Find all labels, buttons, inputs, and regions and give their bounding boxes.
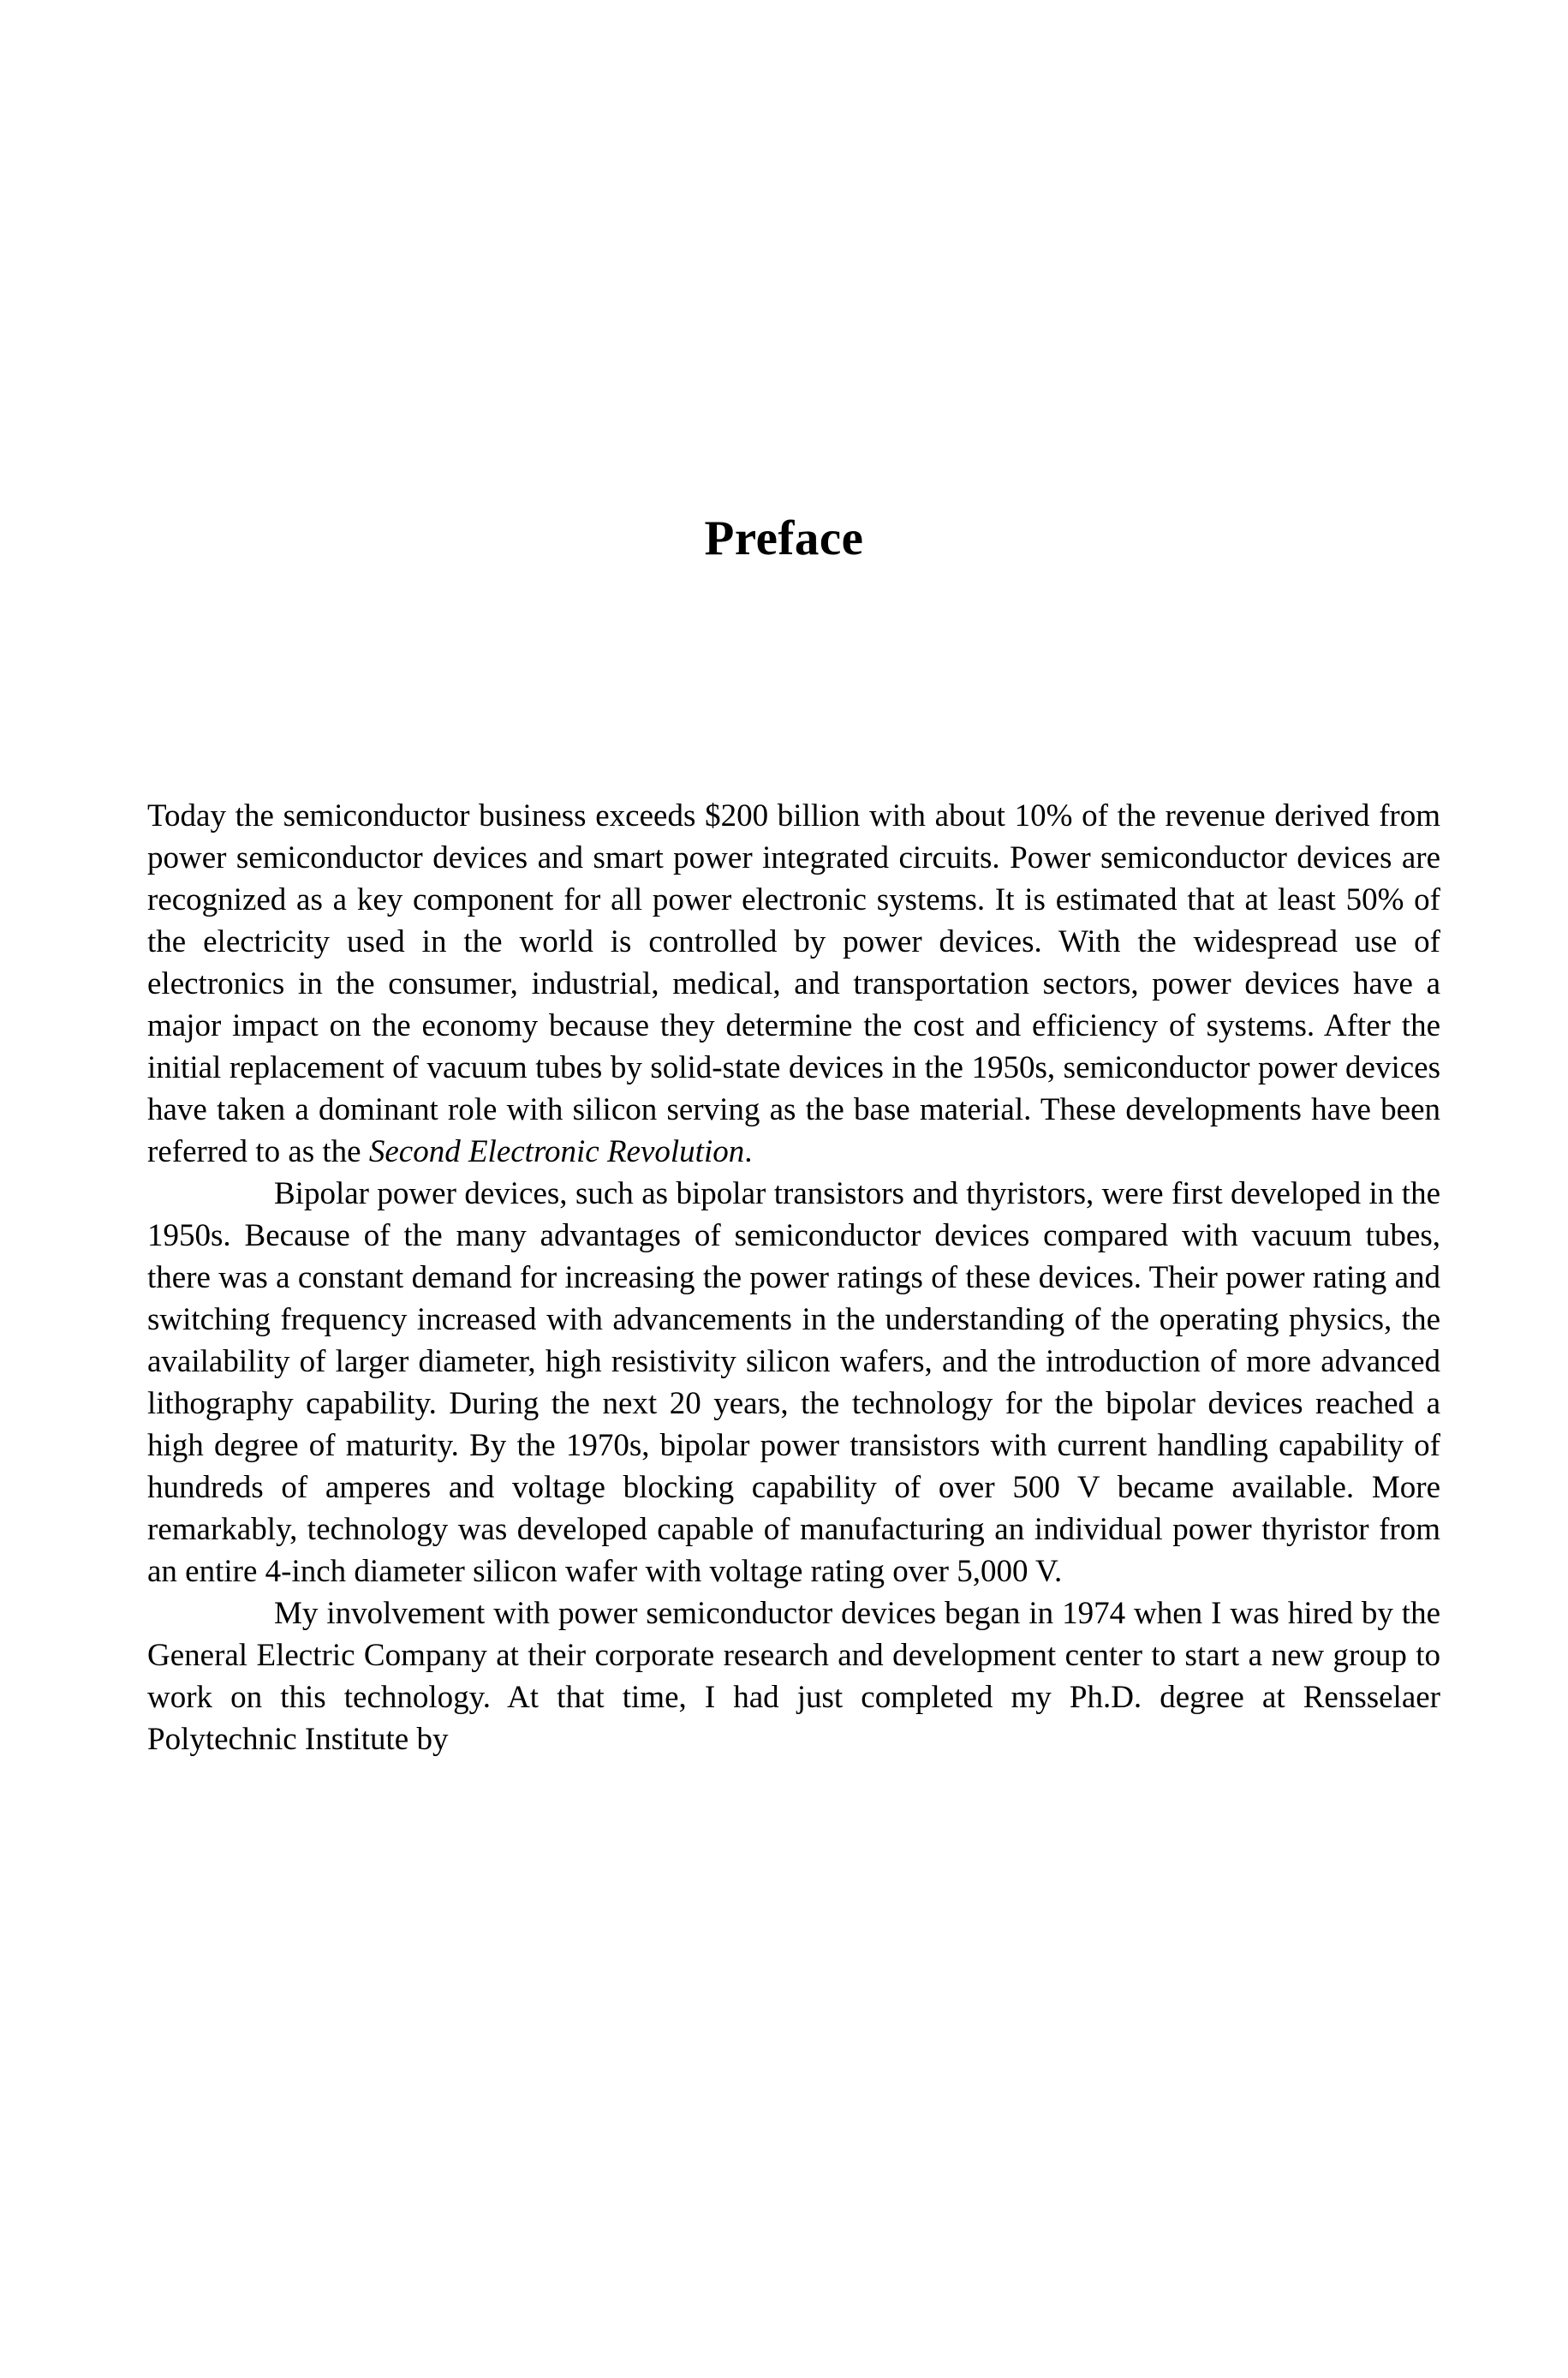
paragraph-3: My involvement with power semiconductor devices began in 1974 when I was hired by the General Electric Company at their corporate research and development center to start a new group to work on this technology. At that time, I had just completed my Ph.D. degree at Rensselaer Polytechnic Institute by bbox=[147, 1596, 1440, 1757]
paragraph-1 bbox=[147, 795, 1440, 1173]
paragraph-1-period: . bbox=[744, 1134, 753, 1169]
paragraph-1-italic-phrase: Second Electronic Revolution bbox=[368, 1134, 745, 1169]
paragraph-1-text: Today the semiconductor business exceeds $200 billion with about 10% of the revenue derived from power semiconductor devices and smart power integrated circuits. Power semiconductor devices are recognized as a key component for all power electronic systems. It is estimated that at least 50% of the electricity used in the world is controlled by power devices. With the widespread use of electronics in the consumer, industrial, medical, and transportation sectors, power devices have a major impact on the economy because they determine the cost and efficiency of systems. After the initial replacement of vacuum tubes by solid-state devices in the 1950s, semiconductor power devices have taken a dominant role with silicon serving as the base material. These developments have been referred to as the bbox=[147, 798, 1440, 1169]
text-block bbox=[147, 795, 1440, 1760]
paragraph-2: Bipolar power devices, such as bipolar transistors and thyristors, were first developed in the 1950s. Because of the many advantages of semiconductor devices compared with vacuum tubes, there was a constant demand for increasing the power ratings of these devices. Their power rating and switching frequency increased with advancements in the understanding of the operating physics, the availability of larger diameter, high resistivity silicon wafers, and the introduction of more advanced lithography capability. During the next 20 years, the technology for the bipolar devices reached a high degree of maturity. By the 1970s, bipolar power transistors with current handling capability of hundreds of amperes and voltage blocking capability of over 500 V became available. More remarkably, technology was developed capable of manufacturing an individual power thyristor from an entire 4-inch diameter silicon wafer with voltage rating over 5,000 V. bbox=[147, 1176, 1440, 1589]
page-title: Preface bbox=[704, 511, 864, 565]
